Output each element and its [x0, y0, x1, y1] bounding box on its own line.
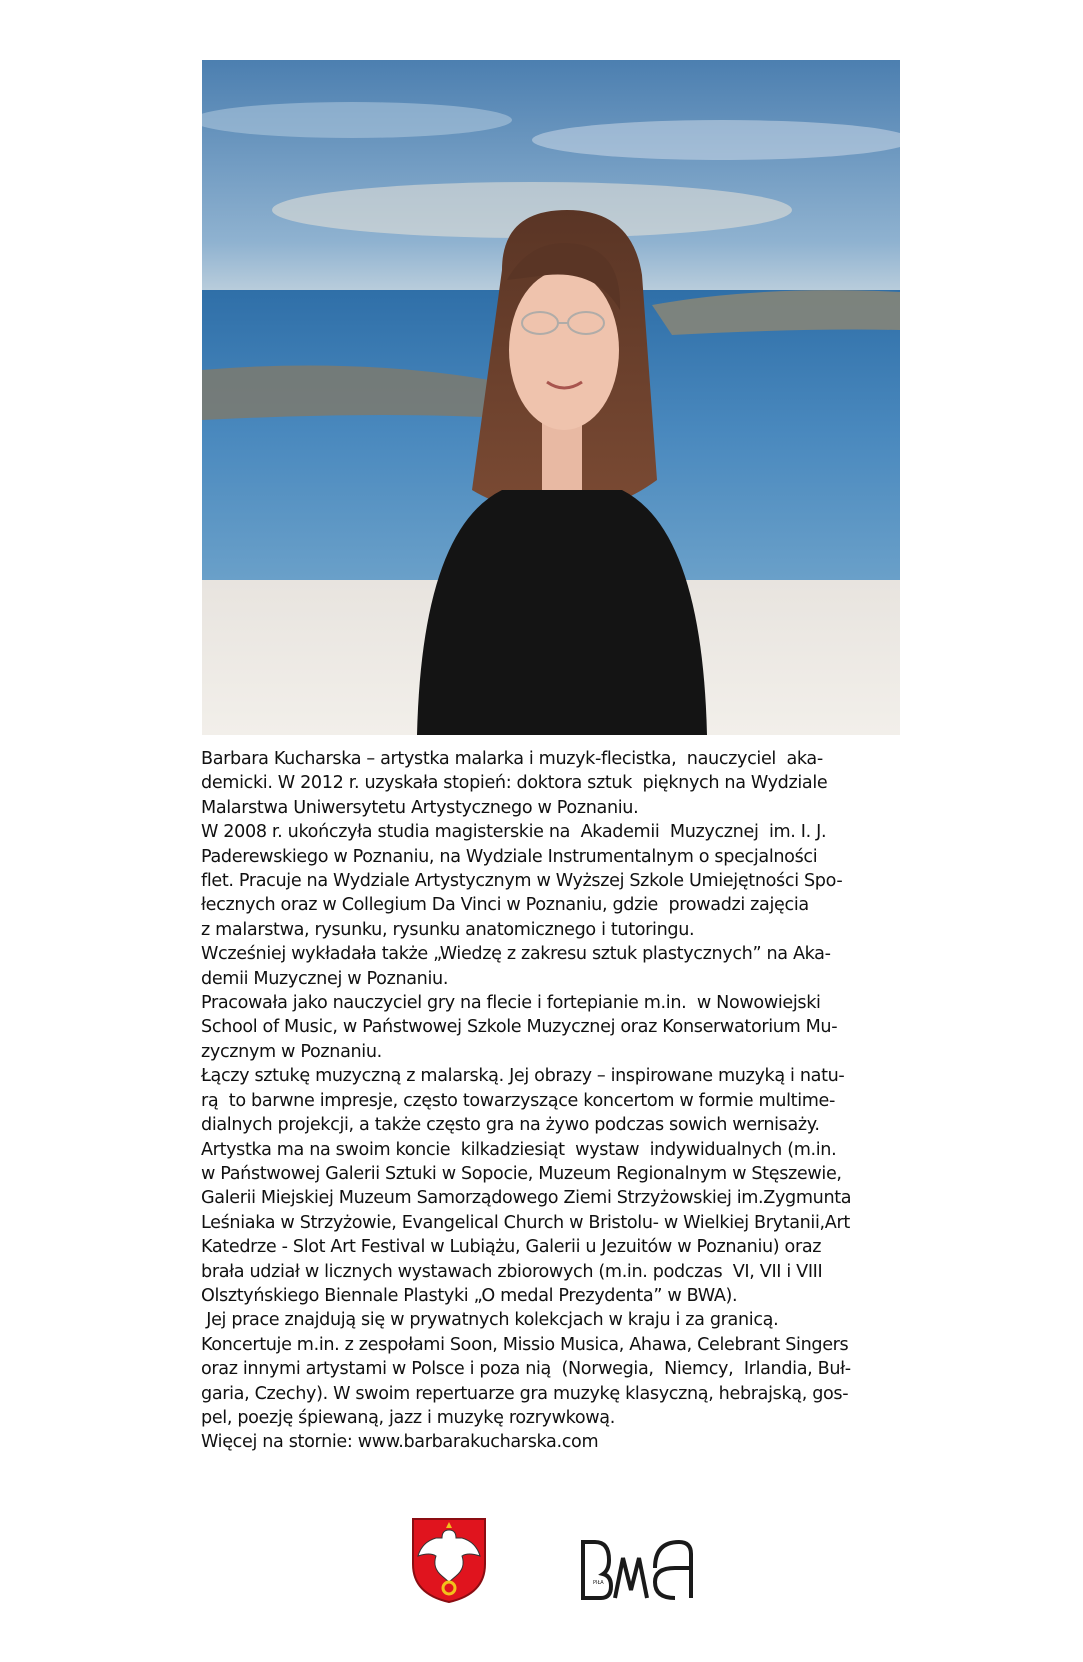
bio-line: demii Muzycznej w Poznaniu. — [201, 968, 449, 989]
bio-line: garia, Czechy). W swoim repertuarze gra muzykę klasyczną, hebrajską, gos- — [201, 1383, 849, 1404]
bio-line: Barbara Kucharska – artystka malarka i muzyk-flecistka, nauczyciel aka- — [201, 749, 823, 769]
bwa-logo-icon — [579, 1538, 695, 1602]
bio-line: Paderewskiego w Poznaniu, na Wydziale Instrumentalnym o specjalności — [201, 846, 818, 867]
bio-line: z malarstwa, rysunku, rysunku anatomicznego i tutoringu. — [201, 919, 695, 940]
bio-line: Leśniaka w Strzyżowie, Evangelical Church w Bristolu- w Wielkiej Brytanii,Art — [201, 1212, 850, 1233]
portrait-photo-illustration — [202, 60, 900, 735]
bio-line: School of Music, w Państwowej Szkole Muzycznej oraz Konserwatorium Mu- — [201, 1017, 838, 1038]
bio-line: Katedrze - Slot Art Festival w Lubiążu, Galerii u Jezuitów w Poznaniu) oraz — [201, 1237, 822, 1258]
bio-line: zycznym w Poznaniu. — [201, 1041, 382, 1062]
bio-line: pel, poezję śpiewaną, jazz i muzykę rozrywkową. — [201, 1407, 615, 1428]
bio-line: rą to barwne impresje, często towarzyszące koncertom w formie multime- — [201, 1090, 835, 1111]
bio-line: brała udział w licznych wystawach zbiorowych (m.in. podczas VI, VII i VIII — [201, 1261, 823, 1282]
bio-line: łecznych oraz w Collegium Da Vinci w Poznaniu, gdzie prowadzi zajęcia — [201, 895, 809, 916]
bwa-small-label: PIŁA — [593, 1580, 604, 1586]
bio-line: W 2008 r. ukończyła studia magisterskie na Akademii Muzycznej im. I. J. — [201, 822, 827, 843]
bio-line: Artystka ma na swoim koncie kilkadziesiąt wystaw indywidualnych (m.in. — [201, 1139, 837, 1160]
city-crest-logo — [410, 1516, 488, 1604]
bio-line: Wcześniej wykładała także „Wiedzę z zakresu sztuk plastycznych” na Aka- — [201, 944, 831, 965]
portrait-photo — [202, 60, 900, 735]
bio-line: Malarstwa Uniwersytetu Artystycznego w Poznaniu. — [201, 797, 639, 818]
bio-line: dialnych projekcji, a także często gra na żywo podczas sowich wernisaży. — [201, 1115, 820, 1136]
bio-line: Koncertuje m.in. z zespołami Soon, Missio Musica, Ahawa, Celebrant Singers — [201, 1334, 849, 1355]
bio-line: Łączy sztukę muzyczną z malarską. Jej obrazy – inspirowane muzyką i natu- — [201, 1066, 845, 1087]
bio-line: flet. Pracuje na Wydziale Artystycznym w Wyższej Szkole Umiejętności Spo- — [201, 871, 843, 892]
bio-line: w Państwowej Galerii Sztuki w Sopocie, Muzeum Regionalnym w Stęszewie, — [201, 1163, 842, 1184]
website-line: Więcej na stornie: www.barbarakucharska.com — [201, 1432, 599, 1453]
bio-line: Galerii Miejskiej Muzeum Samorządowego Ziemi Strzyżowskiej im.Zygmunta — [201, 1188, 852, 1209]
bio-line: Pracowała jako nauczyciel gry na flecie i fortepianie m.in. w Nowowiejski — [201, 993, 821, 1014]
bio-line: oraz innymi artystami w Polsce i poza nią (Norwegia, Niemcy, Irlandia, Buł- — [201, 1359, 851, 1380]
bio-line: demicki. W 2012 r. uzyskała stopień: doktora sztuk pięknych na Wydziale — [201, 773, 828, 794]
bio-line: Jej prace znajdują się w prywatnych kolekcjach w kraju i za granicą. — [201, 1310, 779, 1331]
bio-line: Olsztyńskiego Biennale Plastyki „O medal Prezydenta” w BWA). — [201, 1285, 738, 1306]
eagle-crest-icon — [410, 1516, 488, 1604]
bwa-gallery-logo — [579, 1538, 695, 1602]
biography-text — [201, 747, 941, 1455]
